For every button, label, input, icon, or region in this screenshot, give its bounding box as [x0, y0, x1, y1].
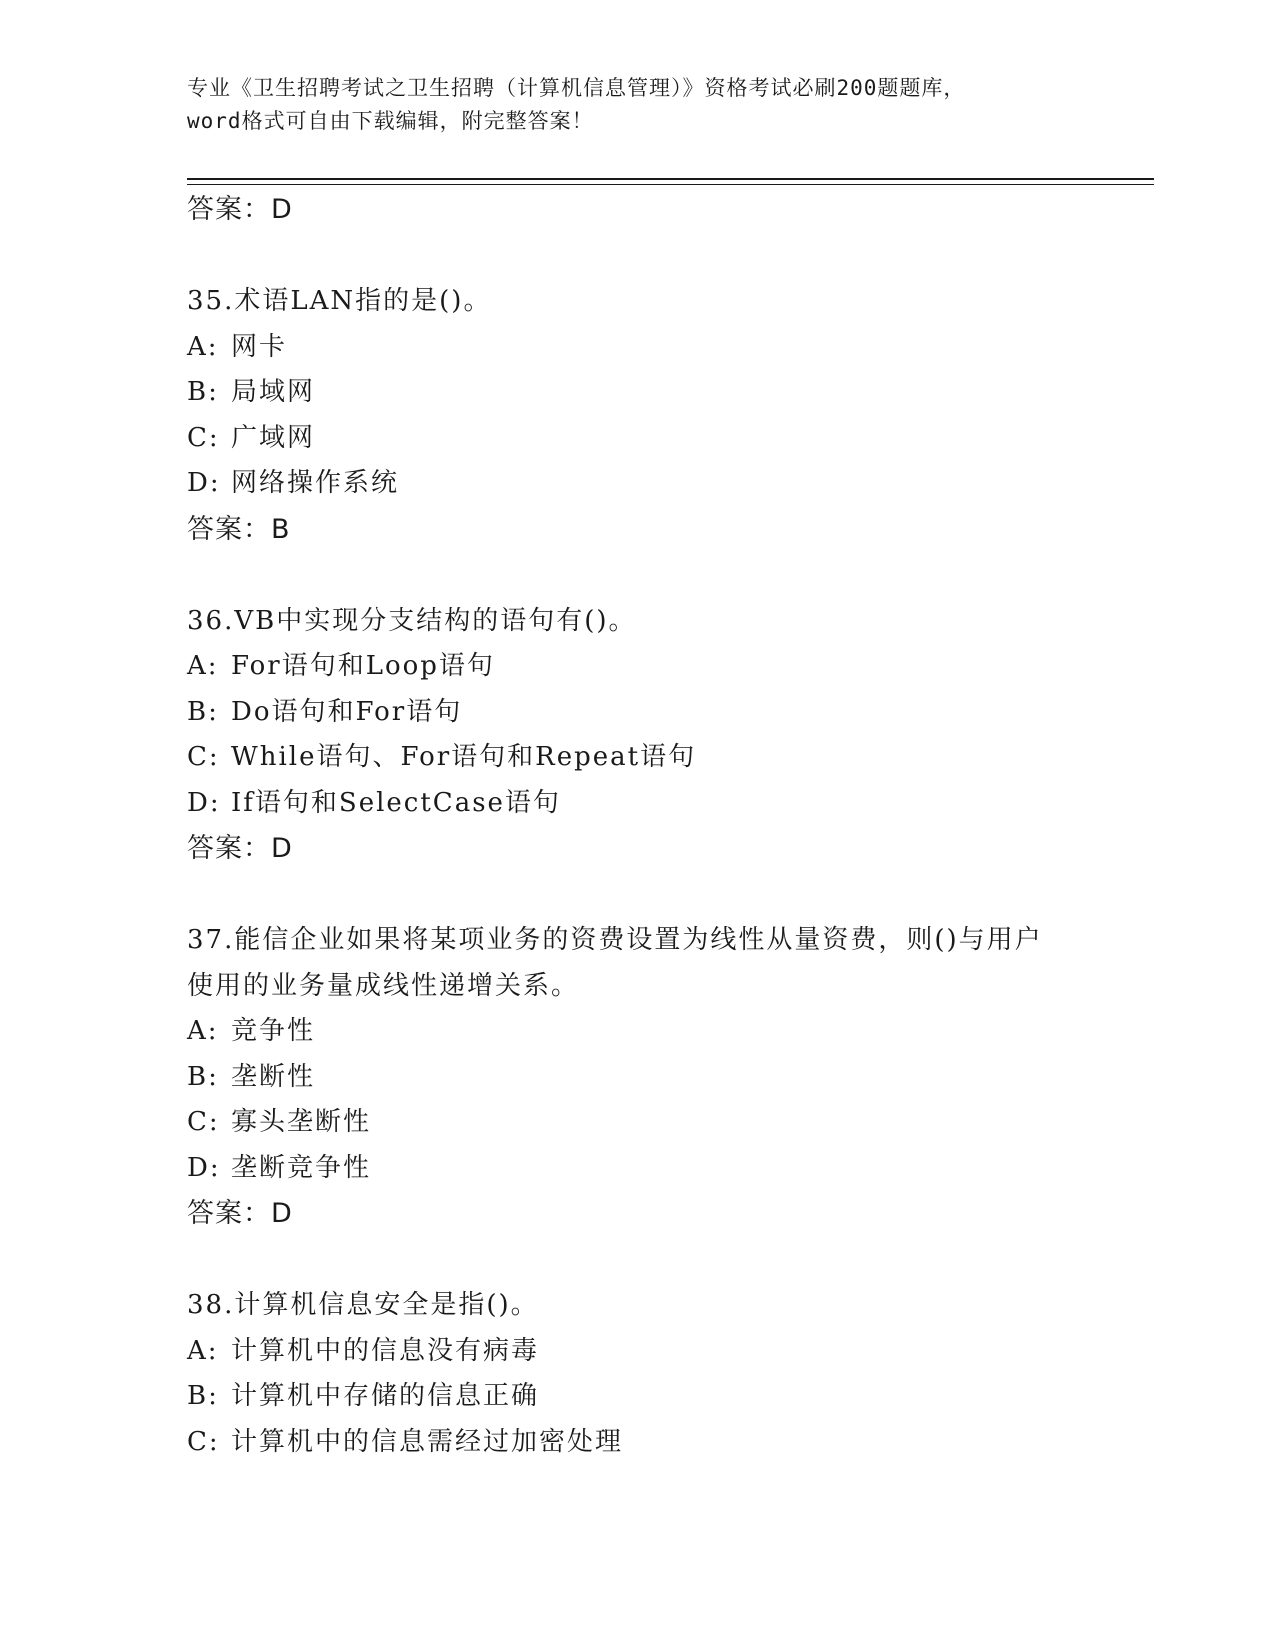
question-37 — [187, 918, 1087, 1236]
option-d — [187, 781, 1087, 827]
question-text — [187, 279, 1087, 325]
option-text: If语句和SelectCase语句 — [231, 787, 561, 818]
option-b — [187, 1374, 1087, 1420]
option-text: 计算机中的信息没有病毒 — [231, 1335, 540, 1366]
option-text: Do语句和For语句 — [231, 696, 463, 727]
header-rule-thin — [187, 184, 1154, 185]
option-c — [187, 416, 1087, 462]
question-number: 38. — [187, 1290, 235, 1320]
option-b — [187, 370, 1087, 416]
header-line-2: word格式可自由下载编辑，附完整答案！ — [187, 109, 594, 133]
option-text: 计算机中存储的信息正确 — [231, 1381, 540, 1411]
option-label: C: — [187, 742, 220, 772]
option-label: A: — [187, 331, 219, 362]
header-rule-thick — [187, 178, 1154, 180]
question-number: 35. — [187, 286, 235, 316]
question-text — [187, 1283, 1087, 1329]
option-label: C: — [187, 1107, 220, 1137]
option-label: A: — [187, 1016, 219, 1046]
option-text: 局域网 — [231, 377, 316, 407]
option-label: A: — [187, 651, 219, 681]
option-label: D: — [187, 787, 221, 818]
option-c — [187, 735, 1087, 781]
question-number: 36. — [187, 605, 235, 636]
option-text: 网络操作系统 — [231, 468, 400, 498]
question-38 — [187, 1283, 1087, 1465]
answer-line: 答案：D — [187, 1198, 293, 1229]
option-label: B: — [187, 1061, 219, 1092]
option-a — [187, 1329, 1087, 1375]
question-35 — [187, 279, 1087, 552]
question-text — [187, 918, 1067, 1009]
answer-line: 答案：B — [187, 513, 291, 545]
answer-line: 答案：D — [187, 833, 293, 864]
question-stem: 计算机信息安全是指()。 — [234, 1290, 539, 1320]
option-text: 竞争性 — [231, 1016, 316, 1046]
header-line-1: 专业《卫生招聘考试之卫生招聘（计算机信息管理）》资格考试必刷200题题库， — [187, 76, 966, 100]
option-b — [187, 690, 1087, 736]
document-header — [187, 72, 1087, 138]
question-36 — [187, 599, 1087, 872]
option-label: B: — [187, 696, 219, 727]
option-d — [187, 461, 1087, 507]
option-c — [187, 1420, 1087, 1466]
option-text: 计算机中的信息需经过加密处理 — [231, 1426, 624, 1457]
option-text: For语句和Loop语句 — [231, 651, 495, 681]
option-a — [187, 325, 1087, 371]
question-stem: 能信企业如果将某项业务的资费设置为线性从量资费，则()与用户使用的业务量成线性递增关系。 — [187, 925, 1043, 1001]
option-label: D: — [187, 468, 221, 498]
option-a — [187, 1009, 1087, 1055]
option-label: A: — [187, 1335, 219, 1366]
option-text: While语句、For语句和Repeat语句 — [231, 742, 697, 772]
option-text: 垄断性 — [231, 1061, 316, 1092]
option-d — [187, 1146, 1087, 1192]
question-stem: 术语LAN指的是()。 — [234, 286, 492, 316]
option-label: C: — [187, 1426, 220, 1457]
option-text: 寡头垄断性 — [231, 1107, 372, 1137]
option-label: B: — [187, 1381, 219, 1411]
option-text: 广域网 — [231, 422, 316, 453]
question-number: 37. — [187, 925, 235, 955]
option-label: C: — [187, 422, 220, 453]
question-text — [187, 599, 1087, 645]
answer-line: 答案：D — [187, 194, 293, 225]
document-body — [187, 187, 1087, 1465]
option-c — [187, 1100, 1087, 1146]
option-label: B: — [187, 377, 219, 407]
question-stem: VB中实现分支结构的语句有()。 — [234, 605, 637, 636]
option-label: D: — [187, 1152, 221, 1183]
option-b — [187, 1055, 1087, 1101]
option-a — [187, 644, 1087, 690]
option-text: 垄断竞争性 — [231, 1152, 372, 1183]
option-text: 网卡 — [231, 331, 288, 362]
